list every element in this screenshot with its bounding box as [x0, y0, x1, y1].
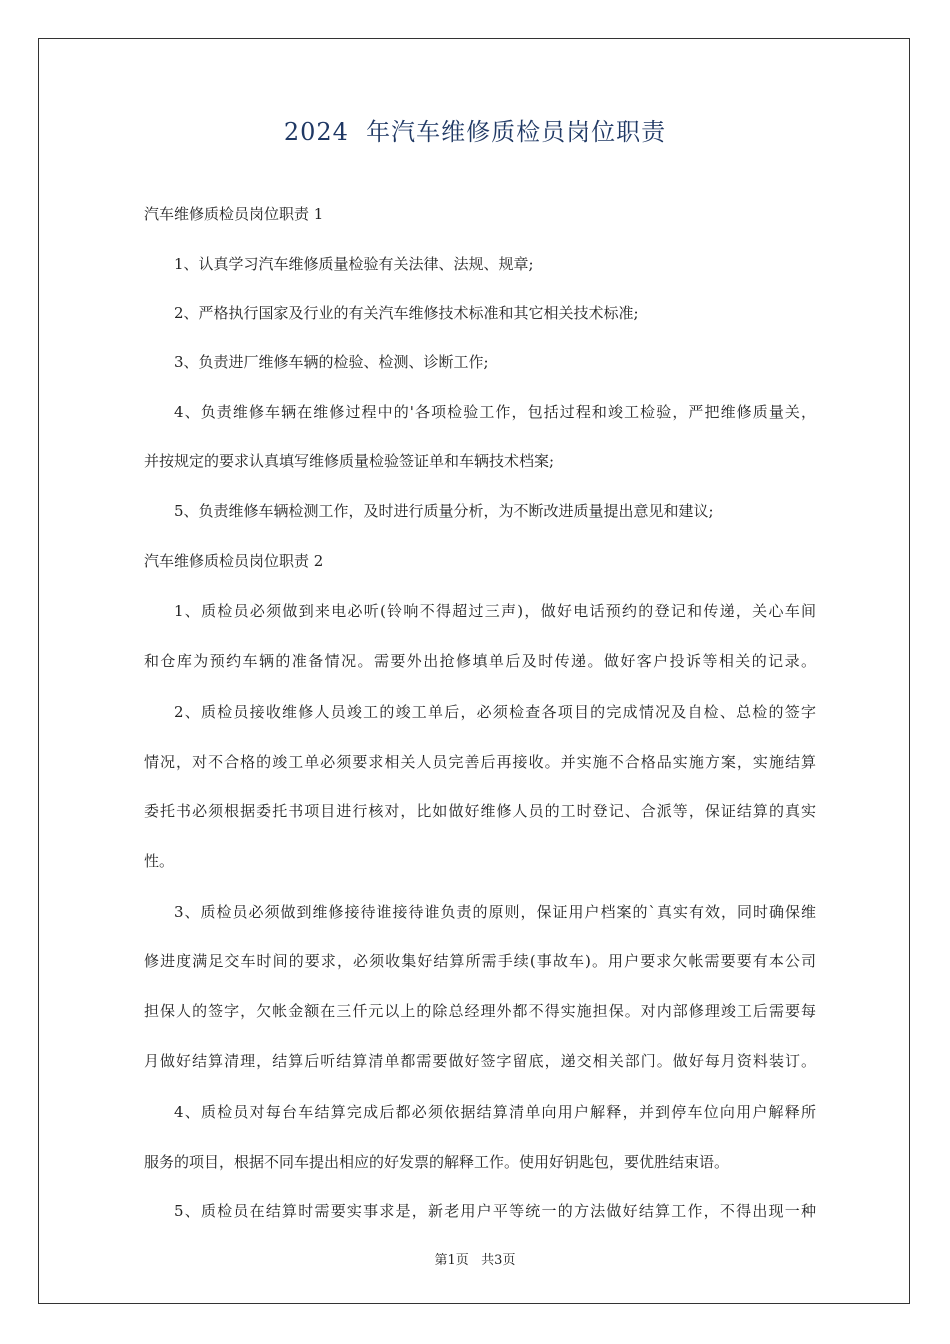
page-number: 第1页 共3页 [434, 1253, 516, 1268]
paragraph-line: 服务的项目，根据不同车提出相应的好发票的解释工作。使用好钥匙包，要优胜结束语。 [144, 1153, 730, 1171]
paragraph-line: 2、严格执行国家及行业的有关汽车维修技术标准和其它相关技术标准; [174, 304, 639, 322]
paragraph-line: 4、质检员对每台车结算完成后都必须依据结算清单向用户解释，并到停车位向用户解释所 [174, 1103, 816, 1121]
paragraph-line: 1、质检员必须做到来电必听(铃响不得超过三声)，做好电话预约的登记和传递，关心车间 [174, 602, 816, 620]
paragraph-line: 3、负责进厂维修车辆的检验、检测、诊断工作; [174, 353, 489, 371]
paragraph-line: 委托书必须根据委托书项目进行核对，比如做好维修人员的工时登记、合派等，保证结算的真实 [144, 802, 816, 820]
paragraph-line: 担保人的签字，欠帐金额在三仟元以上的除总经理外都不得实施担保。对内部修理竣工后需要每 [144, 1002, 816, 1020]
paragraph-line: 1、认真学习汽车维修质量检验有关法律、法规、规章; [174, 255, 534, 273]
paragraph-line: 4、负责维修车辆在维修过程中的'各项检验工作，包括过程和竣工检验，严把维修质量关， [174, 403, 816, 421]
paragraph-line: 性。 [144, 852, 175, 870]
paragraph-line: 并按规定的要求认真填写维修质量检验签证单和车辆技术档案; [144, 452, 555, 470]
paragraph-line: 3、质检员必须做到维修接待谁接待谁负责的原则，保证用户档案的`真实有效，同时确保维 [174, 903, 816, 921]
paragraph-line: 2、质检员接收维修人员竣工的竣工单后，必须检查各项目的完成情况及自检、总检的签字 [174, 703, 816, 721]
section-heading-1: 汽车维修质检员岗位职责 1 [144, 205, 324, 223]
paragraph-line: 5、负责维修车辆检测工作，及时进行质量分析，为不断改进质量提出意见和建议; [174, 502, 714, 520]
paragraph-line: 修进度满足交车时间的要求，必须收集好结算所需手续(事故车)。用户要求欠帐需要要有本公司 [144, 952, 816, 970]
paragraph-line: 月做好结算清理，结算后听结算清单都需要做好签字留底，递交相关部门。做好每月资料装订。 [144, 1052, 816, 1070]
section-heading-2: 汽车维修质检员岗位职责 2 [144, 552, 324, 570]
document-title: 2024 年汽车维修质检员岗位职责 [283, 118, 667, 146]
paragraph-line: 情况，对不合格的竣工单必须要求相关人员完善后再接收。并实施不合格品实施方案，实施结算 [144, 753, 816, 771]
paragraph-line: 和仓库为预约车辆的准备情况。需要外出抢修填单后及时传递。做好客户投诉等相关的记录。 [144, 652, 816, 670]
paragraph-line: 5、质检员在结算时需要实事求是，新老用户平等统一的方法做好结算工作，不得出现一种 [174, 1202, 816, 1220]
